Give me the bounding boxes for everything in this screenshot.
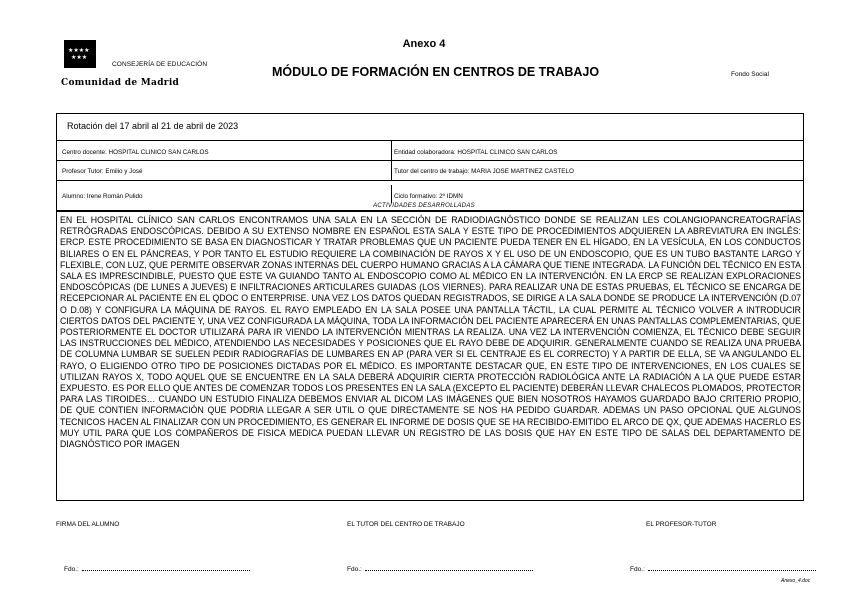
- divider: [56, 140, 804, 141]
- fdo-label: Fdo.:: [64, 566, 79, 573]
- actividades-label: ACTIVIDADES DESARROLLADAS: [373, 203, 475, 209]
- centro-docente: Centro docente: HOSPITAL CLINICO SAN CARLOS: [62, 149, 209, 156]
- firma-tutor-centro-label: EL TUTOR DEL CENTRO DE TRABAJO: [347, 521, 465, 528]
- consejeria-label: CONSEJERÍA DE EDUCACIÓN: [112, 61, 208, 68]
- page-title: MÓDULO DE FORMACIÓN EN CENTROS DE TRABAJO: [272, 65, 600, 79]
- svg-text:★★★★: ★★★★: [68, 47, 90, 54]
- fdo-profesor-tutor: [630, 564, 816, 573]
- document-ref: Anexo_4.doc: [781, 578, 811, 584]
- divider: [56, 180, 804, 181]
- alumno: Alumno: Irene Román Pulido: [62, 193, 143, 200]
- fdo-label: Fdo.:: [347, 566, 362, 573]
- entidad-colaboradora: Entidad colaboradora: HOSPITAL CLINICO SAN CARLOS: [394, 149, 558, 156]
- fondo-social-label: Fondo Social: [731, 71, 769, 78]
- fdo-label: Fdo.:: [630, 566, 645, 573]
- fdo-alumno: [64, 564, 250, 573]
- comunidad-label: Comunidad de Madrid: [61, 78, 180, 88]
- ciclo-formativo: Ciclo formativo: 2º IDMN: [394, 193, 463, 200]
- firma-profesor-tutor-label: EL PROFESOR-TUTOR: [646, 521, 717, 528]
- fdo-tutor-centro: [347, 564, 533, 573]
- firma-alumno-label: FIRMA DEL ALUMNO: [56, 521, 120, 528]
- rotation-dates: Rotación del 17 abril al 21 de abril de 2023: [67, 121, 239, 131]
- divider: [56, 160, 804, 161]
- actividades-text: EN EL HOSPITAL CLÍNICO SAN CARLOS ENCONTRAMOS UNA SALA EN LA SECCIÓN DE RADIODIAGNÓSTICO DONDE SE REALIZAN LES COLANGIOPANCREATOGRAFÍAS RETRÓGRADAS ENDOSCÓPICAS. DEBIDO A SU EXTENSO NOMBRE EN ESPAÑOL ESTA SALA Y ESTE TIPO DE PROCEDIMIENTOS ADQUIEREN LA ABREVIATURA EN INGLÉS: ERCP. ESTE PROCEDIMIENTO SE BASA EN DIAGNOSTICAR Y TRATAR PROBLEMAS QUE UN PACIENTE PUEDA TENER EN EL HÍGADO, EN LA VESÍCULA, EN LOS CONDUCTOS BILIARES O EN EL PÁNCREAS, Y POR TANTO EL ESTUDIO REQUIERE LA COMBINACIÓN DE RAYOS X Y EL USO DE UN ENDOSCOPIO, QUE ES UN TUBO BASTANTE LARGO Y FLEXIBLE, CON LUZ, QUE PERMITE OBSERVAR ZONAS INTERNAS DEL CUERPO HUMANO GRACIAS A LA CÁMARA QUE TIENE INTEGRADA. LA FUNCIÓN DEL TÉCNICO EN ESTA SALA ES IMPRESCINDIBLE, PUESTO QUE ESTE VA GUIANDO TANTO AL ENDOSCOPIO COMO AL MÉDICO EN LA INTERVENCIÓN. EN LA ERCP SE REALIZAN EXPLORACIONES ENDOSCÓPICAS (DE LUNES A JUEVES) E INFILTRACIONES ARTICULARES GUIADAS (LOS VIERNES). PARA REALIZAR UNA DE ESTAS PRUEBAS, EL TÉCNICO SE ENCARGA DE RECEPCIONAR AL PACIENTE EN EL QDOC O ENTERPRISE. UNA VEZ LOS DATOS QUEDAN REGISTRADOS, SE DIRIGE A LA SALA DONDE SE PRODUCE LA INTERVENCIÓN (D.07 O D.08) Y CONFIGURA LA MÁQUINA DE RAYOS. EL RAYO EMPLEADO EN LA SALA POSEE UNA PANTALLA TÁCTIL, LA CUAL PERMITE AL TÉCNICO VOLVER A INTRODUCIR CIERTOS DATOS DEL PACIENTE Y, UNA VEZ CONFIGURADA LA MÁQUINA, TODA LA INFORMACIÓN DEL PACIENTE APARECERÁ EN UNAS PANTALLAS COMPLEMENTARIAS, QUE POSTERIORMENTE EL DOCTOR UTILIZARÁ PARA IR VIENDO LA INTERVENCIÓN MIENTRAS LA REALIZA. UNA VEZ LA INTERVENCIÓN COMIENZA, EL TÉCNICO DEBE SEGUIR LAS INSTRUCCIONES DEL MÉDICO, ATENDIENDO LAS NECESIDADES Y POSICIONES QUE EL RAYO DEBE DE ADQUIRIR. GENERALMENTE CUANDO SE REALIZA UNA PRUEBA DE COLUMNA LUMBAR SE SUELEN PEDIR RADIOGRAFÍAS DE LUMBARES EN AP (PARA VER SI EL CENTRAJE ES EL CORRECTO) Y A PARTIR DE ELLA, SE VA ANGULANDO EL RAYO, O ELIGIENDO OTRO TIPO DE POSICIONES DICTADAS POR EL MÉDICO. ES IMPORTANTE DESTACAR QUE, EN ESTE TIPO DE INTERVENCIONES, EN LOS CUALES SE UTILIZAN RAYOS X, TODO AQUEL QUE SE ENCUENTRE EN LA SALA DEBERÁ ADQUIRIR CIERTA PROTECCIÓN RADIOLÓGICA ANTE LA RADIACIÓN A LA QUE PUEDE ESTAR EXPUESTO. ES POR ELLO QUE ANTES DE COMENZAR TODOS LOS PRESENTES EN LA SALA (EXCEPTO EL PACIENTE) DEBERÁN LLEVAR CHALECOS PLOMADOS, PROTECTOR PARA LAS TIROIDES… CUANDO UN ESTUDIO FINALIZA DEBEMOS ENVIAR AL DICOM LAS IMÁGENES QUE BIEN NOSOTROS HAYAMOS GUARDADO BAJO CRITERIO PROPIO, DE QUE CONTIEN INFORMACIÓN QUE PODRIA LLEGAR A SER UTIL O QUE DIRECTAMENTE SE NOS HA PEDIDO GUARDAR. ADEMAS UN PASO OPCIONAL QUE ALGUNOS TECNICOS HACEN AL FINALIZAR CON UN PROCEDIMIENTO, ES GENERAR EL INFORME DE DOSIS QUE SE HA RECIBIDO-EMITIDO EL ARCO DE QX, QUE ADEMAS HACERLO ES MUY UTIL PARA QUE LOS COMPAÑEROS DE FISICA MEDICA PUEDAN LLEVAR UN REGISTRO DE LAS DOSIS QUE HAY EN ESTE TIPO DE SALAS DEL DEPARTAMENTO DE DIAGNÓSTICO POR IMAGEN: [60, 215, 801, 450]
- signature-line: [82, 564, 250, 571]
- anexo-title: Anexo 4: [402, 38, 446, 50]
- signature-line: [648, 564, 816, 571]
- svg-text:★★★: ★★★: [71, 54, 88, 61]
- column-divider: [391, 140, 392, 180]
- column-divider: [391, 185, 392, 203]
- tutor-centro-trabajo: Tutor del centro de trabajo: MARIA JOSE MARTINEZ CASTELO: [394, 168, 574, 175]
- profesor-tutor: Profesor Tutor: Emilio y José: [62, 168, 143, 175]
- signature-line: [365, 564, 533, 571]
